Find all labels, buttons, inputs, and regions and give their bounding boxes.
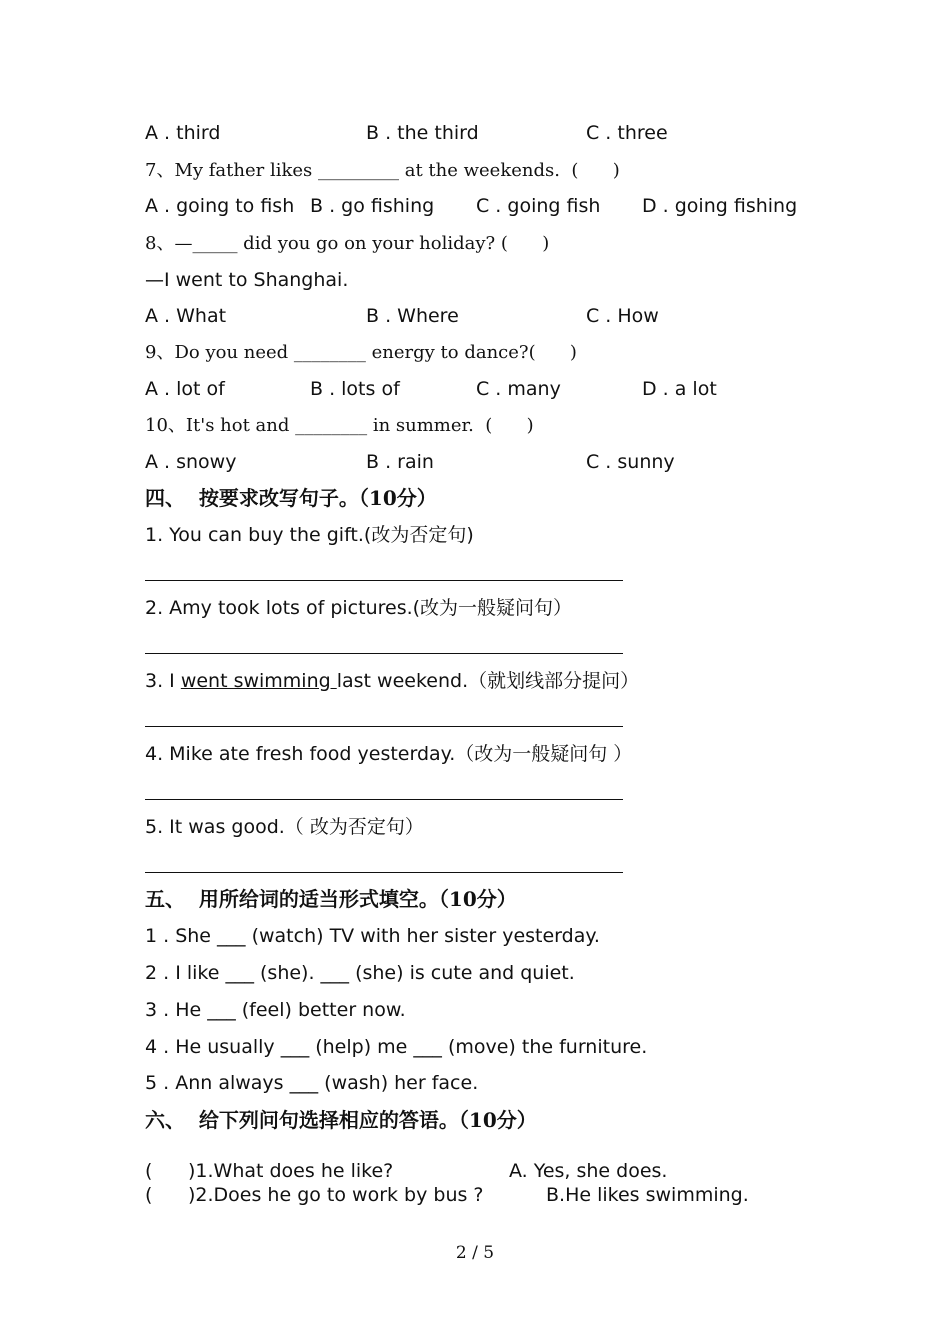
match-row-1-question: )1.What does he like? xyxy=(188,1160,394,1182)
item-3-prefix: 3. I xyxy=(145,670,181,692)
q10-option-a: A . snowy xyxy=(145,451,237,473)
section-4-item-3 xyxy=(145,669,639,693)
answer-line-2[interactable] xyxy=(145,653,623,654)
item-3-underlined-phrase: went swimming xyxy=(180,670,337,692)
q7-stem: 7、My father likes _________ at the weekends. ( ) xyxy=(145,160,620,181)
q8-option-b: B . Where xyxy=(366,305,459,327)
answer-line-1[interactable] xyxy=(145,580,623,581)
section-5-item-4: 4 . He usually ___ (help) me ___ (move) the furniture. xyxy=(145,1036,648,1058)
section-4-item-2: 2. Amy took lots of pictures.(改为一般疑问句） xyxy=(145,597,573,619)
q10-stem: 10、It's hot and ________ in summer. ( ) xyxy=(145,415,534,436)
answer-line-5[interactable] xyxy=(145,872,623,873)
section-4-item-1: 1. You can buy the gift.(改为否定句) xyxy=(145,524,474,546)
section-6-heading: 六、 给下列问句选择相应的答语。（10分） xyxy=(145,1108,537,1132)
q7-option-c: C . going fish xyxy=(476,195,601,217)
match-row-1-answer: A. Yes, she does. xyxy=(509,1160,668,1182)
answer-line-4[interactable] xyxy=(145,799,623,800)
q8-option-c: C . How xyxy=(586,305,659,327)
section-5-item-5: 5 . Ann always ___ (wash) her face. xyxy=(145,1072,479,1094)
q10-option-c: C . sunny xyxy=(586,451,675,473)
section-4-heading: 四、 按要求改写句子。（10分） xyxy=(145,486,437,510)
q8-option-a: A . What xyxy=(145,305,227,327)
page-number: 2 / 5 xyxy=(455,1243,495,1263)
q9-option-b: B . lots of xyxy=(310,378,400,400)
section-5-item-2: 2 . I like ___ (she). ___ (she) is cute and quiet. xyxy=(145,962,575,984)
section-4-item-5: 5. It was good.（ 改为否定句） xyxy=(145,816,424,838)
answer-line-3[interactable] xyxy=(145,726,623,727)
match-row-2-answer: B.He likes swimming. xyxy=(546,1184,749,1206)
section-5-item-3: 3 . He ___ (feel) better now. xyxy=(145,999,406,1021)
q6-option-a: A . third xyxy=(145,122,221,144)
section-5-heading: 五、 用所给词的适当形式填空。（10分） xyxy=(145,887,517,911)
q6-option-c: C . three xyxy=(586,122,668,144)
q10-option-b: B . rain xyxy=(366,451,434,473)
q8-reply: —I went to Shanghai. xyxy=(145,269,349,291)
item-3-suffix: last weekend.（就划线部分提问） xyxy=(336,670,640,692)
match-row-1-paren[interactable]: ( xyxy=(145,1160,153,1182)
q6-option-b: B . the third xyxy=(366,122,479,144)
q9-stem: 9、Do you need ________ energy to dance?( ) xyxy=(145,342,577,363)
q9-option-c: C . many xyxy=(476,378,561,400)
section-5-item-1: 1 . She ___ (watch) TV with her sister yesterday. xyxy=(145,925,600,947)
q8-stem: 8、—_____ did you go on your holiday? ( ) xyxy=(145,233,550,254)
q9-option-d: D . a lot xyxy=(642,378,717,400)
q7-option-a: A . going to fish xyxy=(145,195,295,217)
q7-option-b: B . go fishing xyxy=(310,195,435,217)
match-row-2-paren[interactable]: ( xyxy=(145,1184,153,1206)
section-4-item-4: 4. Mike ate fresh food yesterday.（改为一般疑问句 ） xyxy=(145,743,633,765)
match-row-2-question: )2.Does he go to work by bus ? xyxy=(188,1184,484,1206)
q7-option-d: D . going fishing xyxy=(642,195,798,217)
q9-option-a: A . lot of xyxy=(145,378,225,400)
